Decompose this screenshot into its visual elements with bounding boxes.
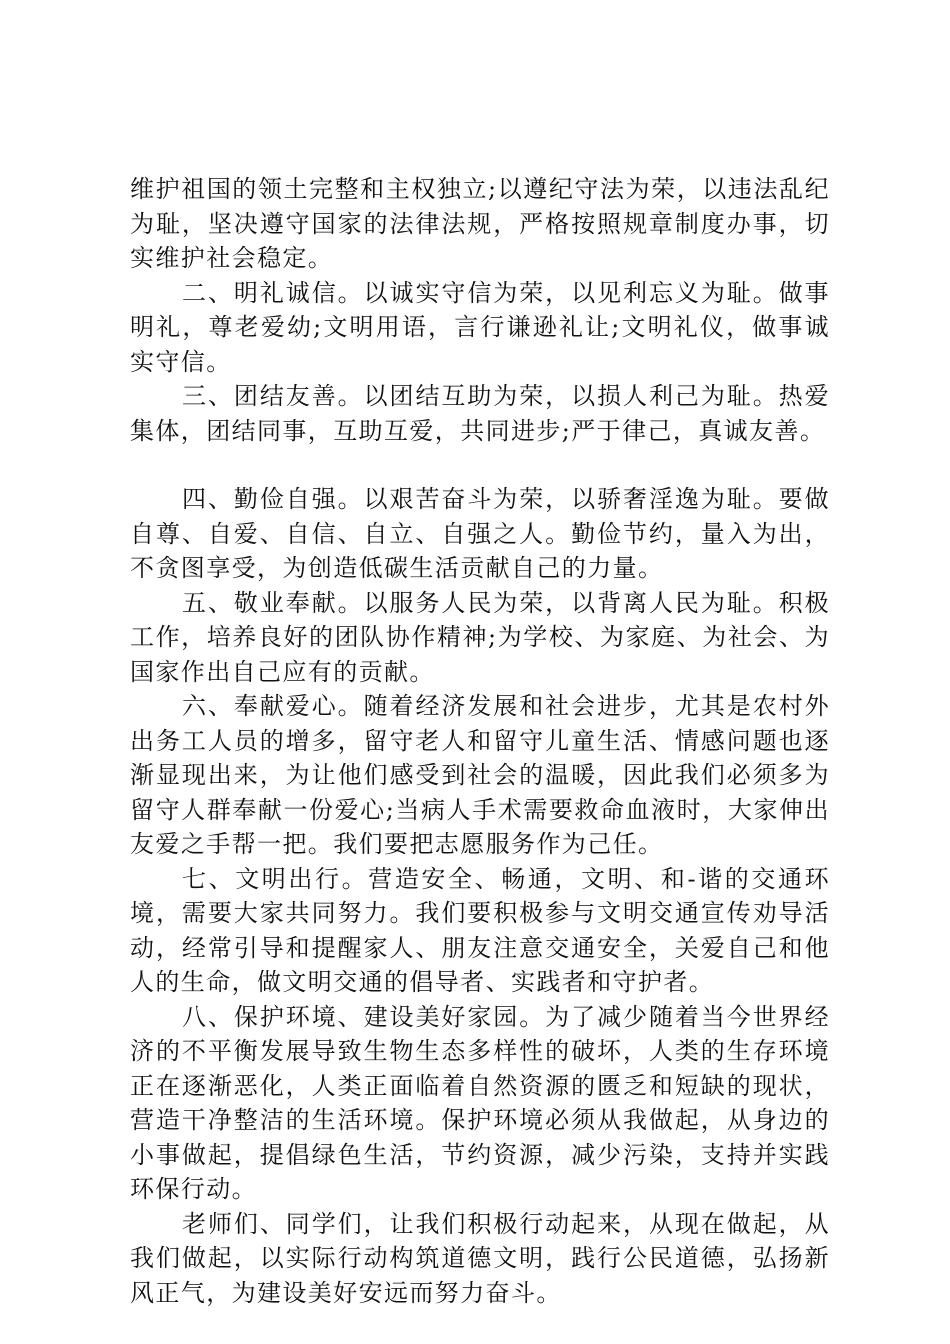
document-page [130,172,830,1310]
paragraph-item-3: 三、团结友善。以团结互助为荣，以损人利己为耻。热爱集体，团结同事，互助互爱，共同进步;严于律己，真诚友善。 [130,382,830,445]
paragraph-item-7: 七、文明出行。营造安全、畅通，文明、和-谐的交通环境，需要大家共同努力。我们要积极参与文明交通宣传劝导活动，经常引导和提醒家人、朋友注意交通安全，关爱自己和他人的生命，做文明交通的倡导者、实践者和守护者。 [130,864,830,996]
paragraph-gap [130,448,830,482]
paragraph-item-4: 四、勤俭自强。以艰苦奋斗为荣，以骄奢淫逸为耻。要做自尊、自爱、自信、自立、自强之人。勤俭节约，量入为出，不贪图享受，为创造低碳生活贡献自己的力量。 [130,485,830,582]
paragraph-continuation: 维护祖国的领土完整和主权独立;以遵纪守法为荣，以违法乱纪为耻，坚决遵守国家的法律法规，严格按照规章制度办事，切实维护社会稳定。 [130,175,830,272]
paragraph-item-8: 八、保护环境、建设美好家园。为了减少随着当今世界经济的不平衡发展导致生物生态多样性的破坏，人类的生存环境正在逐渐恶化，人类正面临着自然资源的匮乏和短缺的现状，营造干净整洁的生活环境。保护环境必须从我做起，从身边的小事做起，提倡绿色生活，节约资源，减少污染，支持并实践环保行动。 [130,1002,830,1203]
paragraph-item-6: 六、奉献爱心。随着经济发展和社会进步，尤其是农村外出务工人员的增多，留守老人和留守儿童生活、情感问题也逐渐显现出来，为让他们感受到社会的温暖，因此我们必须多为留守人群奉献一份爱心;当病人手术需要救命血液时，大家伸出友爱之手帮一把。我们要把志愿服务作为己任。 [130,692,830,858]
paragraph-closing: 老师们、同学们，让我们积极行动起来，从现在做起，从我们做起，以实际行动构筑道德文明，践行公民道德，弘扬新风正气，为建设美好安远而努力奋斗。 [130,1209,830,1307]
paragraph-item-5: 五、敬业奉献。以服务人民为荣，以背离人民为耻。积极工作，培养良好的团队协作精神;为学校、为家庭、为社会、为国家作出自己应有的贡献。 [130,588,830,686]
paragraph-item-2: 二、明礼诚信。以诚实守信为荣，以见利忘义为耻。做事明礼，尊老爱幼;文明用语，言行谦逊礼让;文明礼仪，做事诚实守信。 [130,278,830,376]
